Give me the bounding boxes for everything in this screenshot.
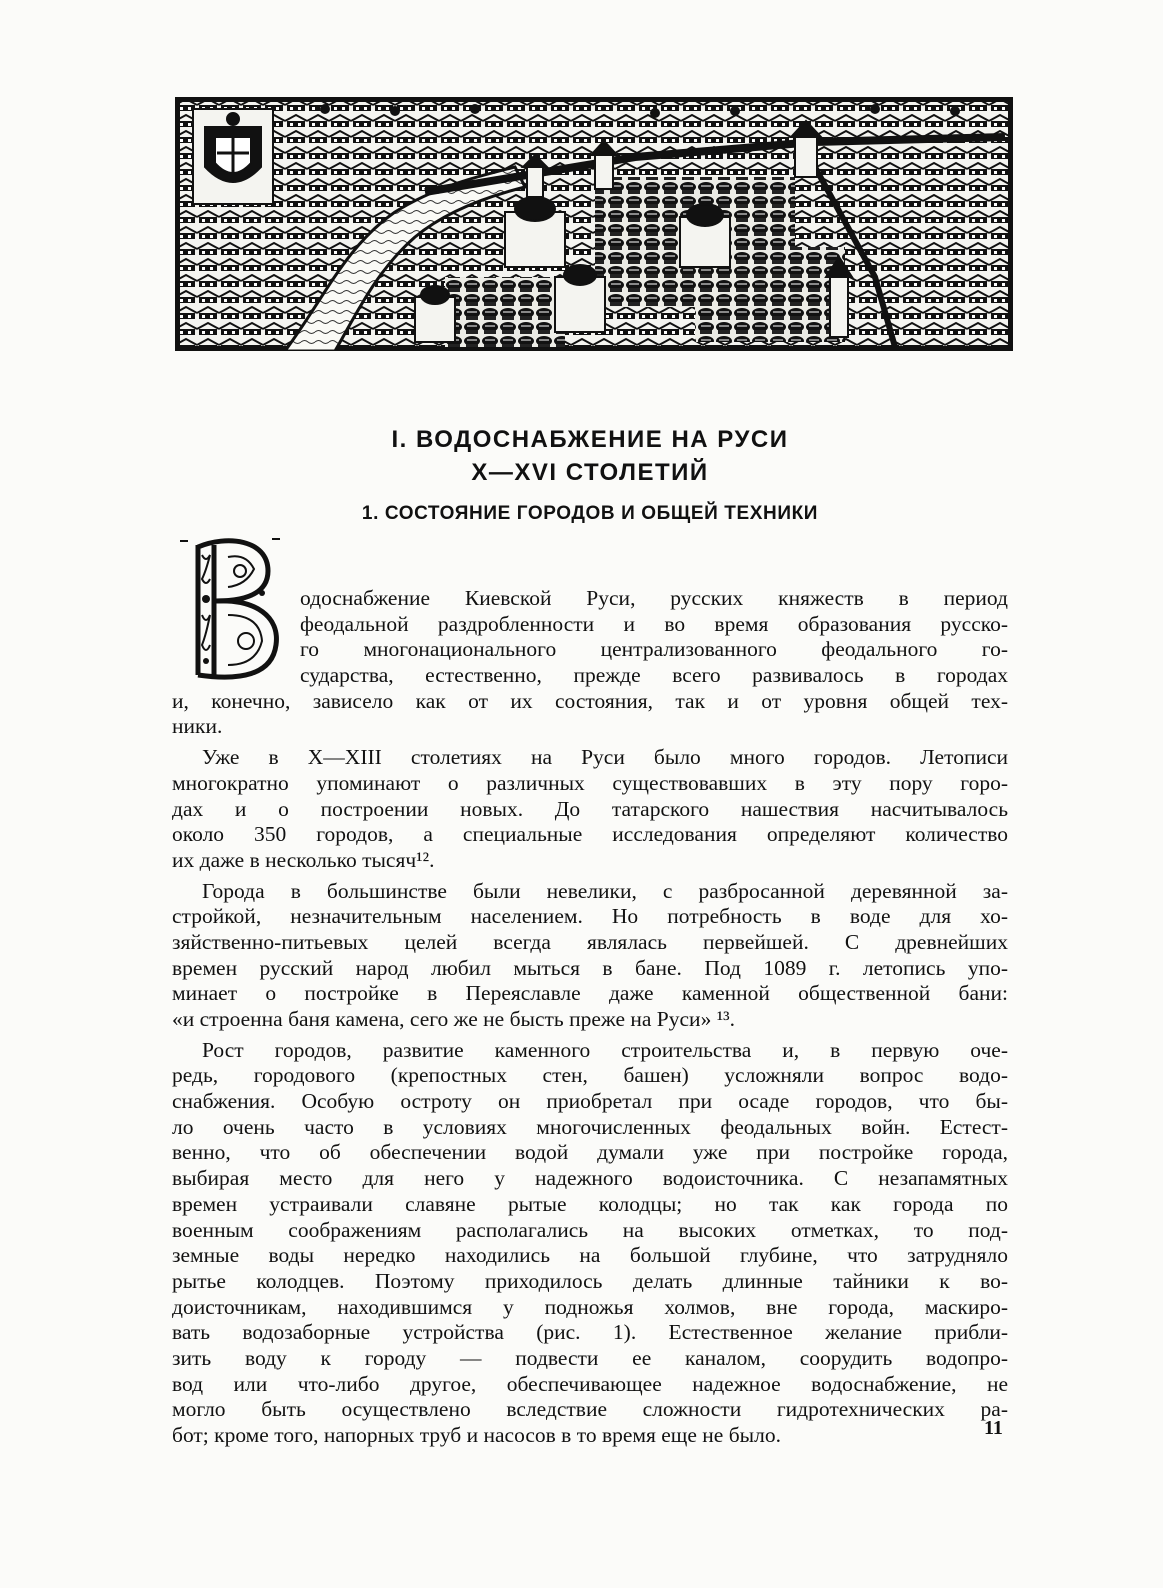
text-line: венно, что об обеспечении водой думали уже при постройке города, [172, 1140, 1008, 1165]
text-line: Рост городов, развитие каменного строительства и, в первую оче- [202, 1037, 1008, 1062]
text-line: военным соображениям располагались на высоких отметках, то под- [172, 1217, 1008, 1242]
text-line: снабжения. Особую остроту он приобретал при осаде городов, что бы- [172, 1089, 1008, 1114]
text-line: «и строенна баня камена, сего же не бысть преже на Руси» ¹³. [172, 1007, 735, 1031]
text-line: зяйственно-питьевых целей всегда являлась первейшей. С древнейших [172, 929, 1008, 954]
text-line: доисточникам, находившимся у подножья холмов, вне города, маскиро- [172, 1294, 1008, 1319]
text-line: Города в большинстве были невелики, с разбросанной деревянной за- [202, 878, 1008, 903]
page-number: 11 [984, 1417, 1003, 1439]
text-line: зить воду к городу — подвести ее каналом, соорудить водопро- [172, 1345, 1008, 1370]
text-line: земные воды нередко находились на большой глубине, что затрудняло [172, 1243, 1008, 1268]
text-line: времен русский народ любил мыться в бане. Под 1089 г. летопись упо- [172, 955, 1008, 980]
text-line: стройкой, незначительным населением. Но потребность в воде для хо- [172, 904, 1008, 929]
text-line: феодальной раздробленности и во время образования русско- [300, 611, 1008, 636]
text-line: бот; кроме того, напорных труб и насосов в то время еще не было. [172, 1423, 781, 1447]
text-line: вать водозаборные устройства (рис. 1). Естественное желание прибли- [172, 1320, 1008, 1345]
text-line: вод или что-либо другое, обеспечивающее надежное водоснабжение, не [172, 1371, 1008, 1396]
text-line: времен устраивали славяне рытые колодцы; но так как города по [172, 1191, 1008, 1216]
chapter-title-line-2: X—XVI СТОЛЕТИЙ [471, 459, 709, 486]
city-engraving-illustration [175, 97, 1013, 351]
text-line: могло быть осуществлено вследствие сложности гидротехнических ра- [172, 1397, 1008, 1422]
engraving-image [175, 97, 1013, 351]
text-line: дах и о построении новых. До татарского нашествия насчитывалось [172, 796, 1008, 821]
text-line: и, конечно, зависело как от их состояния, так и от уровня общей тех- [172, 688, 1008, 713]
text-line: рытье колодцев. Поэтому приходилось делать длинные тайники к во- [172, 1268, 1008, 1293]
text-line: го многонационального централизованного феодального го- [300, 637, 1008, 662]
text-line: многократно упоминают о различных существовавших в эту пору горо- [172, 770, 1008, 795]
text-line: одоснабжение Киевской Руси, русских княжеств в период [300, 586, 1008, 610]
text-line: редь, городового (крепостных стен, башен) усложняли вопрос водо- [172, 1063, 1008, 1088]
text-line: Уже в X—XIII столетиях на Руси было много городов. Летописи [202, 745, 1008, 770]
section-title: 1. СОСТОЯНИЕ ГОРОДОВ И ОБЩЕЙ ТЕХНИКИ [361, 503, 819, 524]
body-text [172, 586, 1008, 1449]
text-line: около 350 городов, а специальные исследования определяют количество [172, 822, 1008, 847]
text-line: сударства, естественно, прежде всего развивалось в городах [300, 663, 1008, 688]
text-line: ло очень часто в условиях многочисленных феодальных войн. Естест- [172, 1114, 1008, 1139]
chapter-title-line-1: I. ВОДОСНАБЖЕНИЕ НА РУСИ [391, 426, 789, 453]
text-line: их даже в несколько тысяч¹². [172, 847, 435, 872]
text-line: ники. [172, 714, 223, 739]
text-line: выбирая место для него у надежного водоисточника. С незапамятных [172, 1166, 1008, 1191]
text-line: минает о постройке в Переяславле даже каменной общественной бани: [172, 981, 1008, 1006]
